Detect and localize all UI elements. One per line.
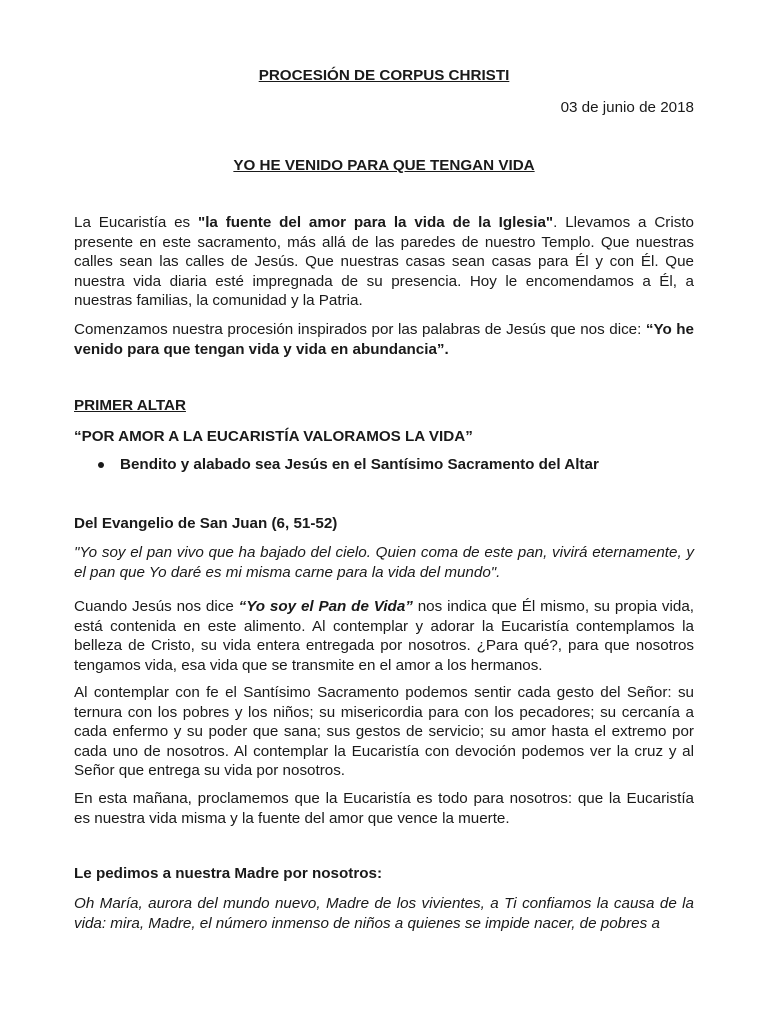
gospel-quote: "Yo soy el pan vivo que ha bajado del cielo. Quien coma de este pan, vivirá eternamente, y el pan que Yo daré es mi misma carne para la vida del mundo". xyxy=(74,544,694,581)
altar1-p1-text-b: nos indica que Él mismo, su propia vida, está contenida en este alimento. Al contemplar y adorar la Eucaristía contemplamos la belleza de Cristo, su vida entera entregada por nosotros. ¿Para qué?, para que nosotros tengamos vida, esa vida que se transmite en el amor a los hermanos. xyxy=(74,598,694,674)
section-theme: “POR AMOR A LA EUCARISTÍA VALORAMOS LA VIDA” xyxy=(74,428,473,445)
gospel-heading: Del Evangelio de San Juan (6, 51-52) xyxy=(74,515,338,532)
altar1-p1-text-a: Cuando Jesús nos dice xyxy=(74,598,239,615)
intro-p1-text-b: . Llevamos a Cristo presente en este sacramento, más allá de las paredes de nuestro Templo. Que nuestras calles sean las calles de Jesús. Que nuestras casas sean casas para Él y con Él. Que nuestra vida diaria esté impregnada de su presencia. Hoy le encomendamos a Él, a nuestras familias, la comunidad y la Patria. xyxy=(74,214,694,309)
prayer-text: Oh María, aurora del mundo nuevo, Madre de los vivientes, a Ti confiamos la causa de la vida: mira, Madre, el número inmenso de niños a quienes se impide nacer, de pobres a xyxy=(74,895,694,932)
bullet-item xyxy=(74,455,694,475)
bullet-dot-icon xyxy=(98,462,104,468)
intro-p2-quote: “Yo he venido para que tengan vida y vida en abundancia”. xyxy=(74,321,694,358)
prayer-heading: Le pedimos a nuestra Madre por nosotros: xyxy=(74,865,383,882)
altar1-paragraph-2: Al contemplar con fe el Santísimo Sacramento podemos sentir cada gesto del Señor: su ternura con los pobres y los niños; su misericordia para con los pecadores; su cercanía a cada enfermo y su poder que sana; sus gestos de servicio; su amor hasta el extremo por cada uno de nosotros. Al contemplar la Eucaristía con devoción podemos ver la cruz y al Señor que entrega su vida por nosotros. xyxy=(74,684,694,779)
intro-p1-quote: "la fuente del amor para la vida de la Iglesia" xyxy=(198,214,554,231)
intro-p1-text-a: La Eucaristía es xyxy=(74,214,198,231)
bullet-text: Bendito y alabado sea Jesús en el Santísimo Sacramento del Altar xyxy=(120,456,599,473)
section-heading-primer-altar: PRIMER ALTAR xyxy=(74,397,186,414)
intro-paragraph-2 xyxy=(74,320,694,359)
intro-p2-text: Comenzamos nuestra procesión inspirados por las palabras de Jesús que nos dice: xyxy=(74,321,646,338)
altar1-p1-emphasis: “Yo soy el Pan de Vida” xyxy=(238,598,413,615)
document-subtitle: YO HE VENIDO PARA QUE TENGAN VIDA xyxy=(233,157,535,174)
intro-paragraph-1 xyxy=(74,213,694,311)
document-date: 03 de junio de 2018 xyxy=(560,99,694,116)
altar1-paragraph-1 xyxy=(74,597,694,675)
document-title: PROCESIÓN DE CORPUS CHRISTI xyxy=(258,67,510,84)
altar1-paragraph-3: En esta mañana, proclamemos que la Eucaristía es todo para nosotros: que la Eucaristía es nuestra vida misma y la fuente del amor que vence la muerte. xyxy=(74,790,694,827)
